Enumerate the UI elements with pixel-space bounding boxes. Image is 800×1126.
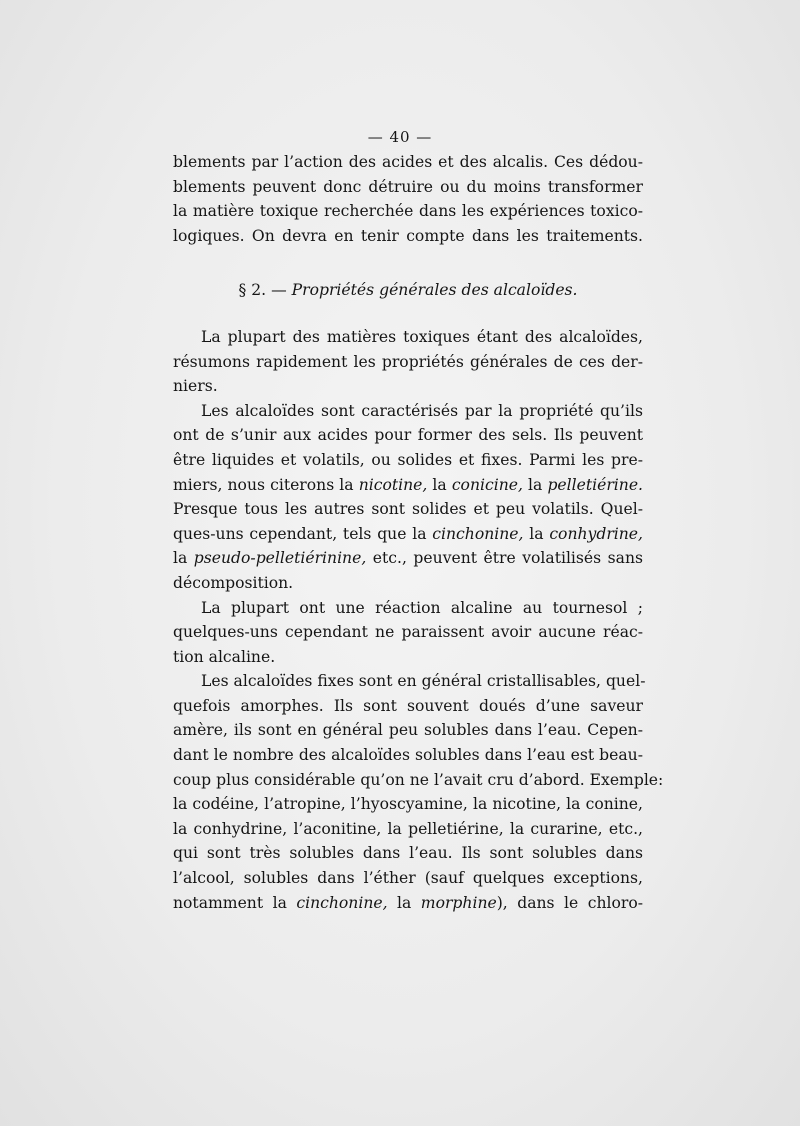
italic-term: nicotine, — [358, 475, 428, 494]
body-text — [173, 150, 664, 915]
text-line — [173, 473, 643, 498]
text-run: la — [523, 524, 550, 543]
text-run: la — [387, 893, 421, 912]
text-line — [173, 891, 643, 916]
text-run: notamment la — [173, 893, 297, 912]
text-line: quefois amorphes. Ils sont souvent doués d’une saveur — [173, 696, 643, 715]
text-line: être liquides et volatils, ou solides et fixes. Parmi les pre- — [173, 450, 643, 469]
text-line: amère, ils sont en général peu solubles dans l’eau. Cepen- — [173, 721, 643, 740]
italic-term: pseudo-pelletiérinine, — [193, 549, 367, 568]
paragraph-5 — [173, 669, 664, 915]
italic-term: conhydrine, — [549, 524, 643, 543]
paragraph-1 — [173, 150, 643, 248]
italic-term: pelletiérine. — [547, 475, 644, 494]
text-line: Presque tous les autres sont solides et peu volatils. Quel- — [173, 500, 643, 519]
section-number: § 2. — — [238, 281, 287, 300]
paragraph-3 — [173, 399, 643, 596]
text-line: La plupart ont une réaction alcaline au tournesol ; — [201, 598, 643, 617]
paragraph-2 — [173, 325, 643, 399]
text-line: Les alcaloïdes sont caractérisés par la propriété qu’ils — [201, 401, 643, 420]
text-line: résumons rapidement les propriétés générales de ces der- — [173, 352, 643, 371]
text-line: Les alcaloïdes fixes sont en général cristallisables, quel- — [201, 672, 646, 691]
text-line: coup plus considérable qu’on ne l’avait cru d’abord. Exemple: — [173, 770, 664, 789]
text-run: miers, nous citerons la — [173, 475, 359, 494]
text-line — [173, 546, 643, 571]
text-run: etc., peuvent être volatilisés sans — [366, 549, 643, 568]
paragraph-4 — [173, 596, 643, 670]
section-title: Propriétés générales des alcaloïdes. — [291, 281, 578, 300]
text-line: quelques-uns cependant ne paraissent avoir aucune réac- — [173, 623, 643, 642]
text-run: la — [427, 475, 452, 494]
text-line: la codéine, l’atropine, l’hyoscyamine, la nicotine, la conine, — [173, 795, 643, 814]
page-number: — 40 — — [367, 128, 433, 146]
text-line: ont de s’unir aux acides pour former des sels. Ils peuvent — [173, 426, 643, 445]
text-line: La plupart des matières toxiques étant des alcaloïdes, — [201, 327, 643, 346]
text-line: la matière toxique recherchée dans les expériences toxico- — [173, 202, 643, 221]
text-run: ques-uns cependant, tels que la — [173, 524, 433, 543]
text-line: décomposition. — [173, 573, 294, 592]
text-line: l’alcool, solubles dans l’éther (sauf quelques exceptions, — [173, 869, 643, 888]
text-line: logiques. On devra en tenir compte dans les traitements. — [173, 226, 643, 245]
text-line: niers. — [173, 377, 218, 396]
text-run: la — [522, 475, 548, 494]
italic-term: conicine, — [451, 475, 523, 494]
text-run: ), dans le chloro- — [496, 893, 644, 912]
text-run: la — [173, 549, 194, 568]
italic-term: morphine — [420, 893, 497, 912]
text-line — [173, 522, 643, 547]
text-line: tion alcaline. — [173, 647, 276, 666]
text-line: blements peuvent donc détruire ou du moins transformer — [173, 177, 643, 196]
text-line: dant le nombre des alcaloïdes solubles dans l’eau est beau- — [173, 746, 643, 765]
italic-term: cinchonine, — [296, 893, 388, 912]
text-line: la conhydrine, l’aconitine, la pelletiérine, la curarine, etc., — [173, 819, 643, 838]
text-line: blements par l’action des acides et des alcalis. Ces dédou- — [173, 153, 643, 171]
section-heading — [173, 278, 643, 303]
italic-term: cinchonine, — [432, 524, 524, 543]
text-line: qui sont très solubles dans l’eau. Ils sont solubles dans — [173, 844, 643, 863]
